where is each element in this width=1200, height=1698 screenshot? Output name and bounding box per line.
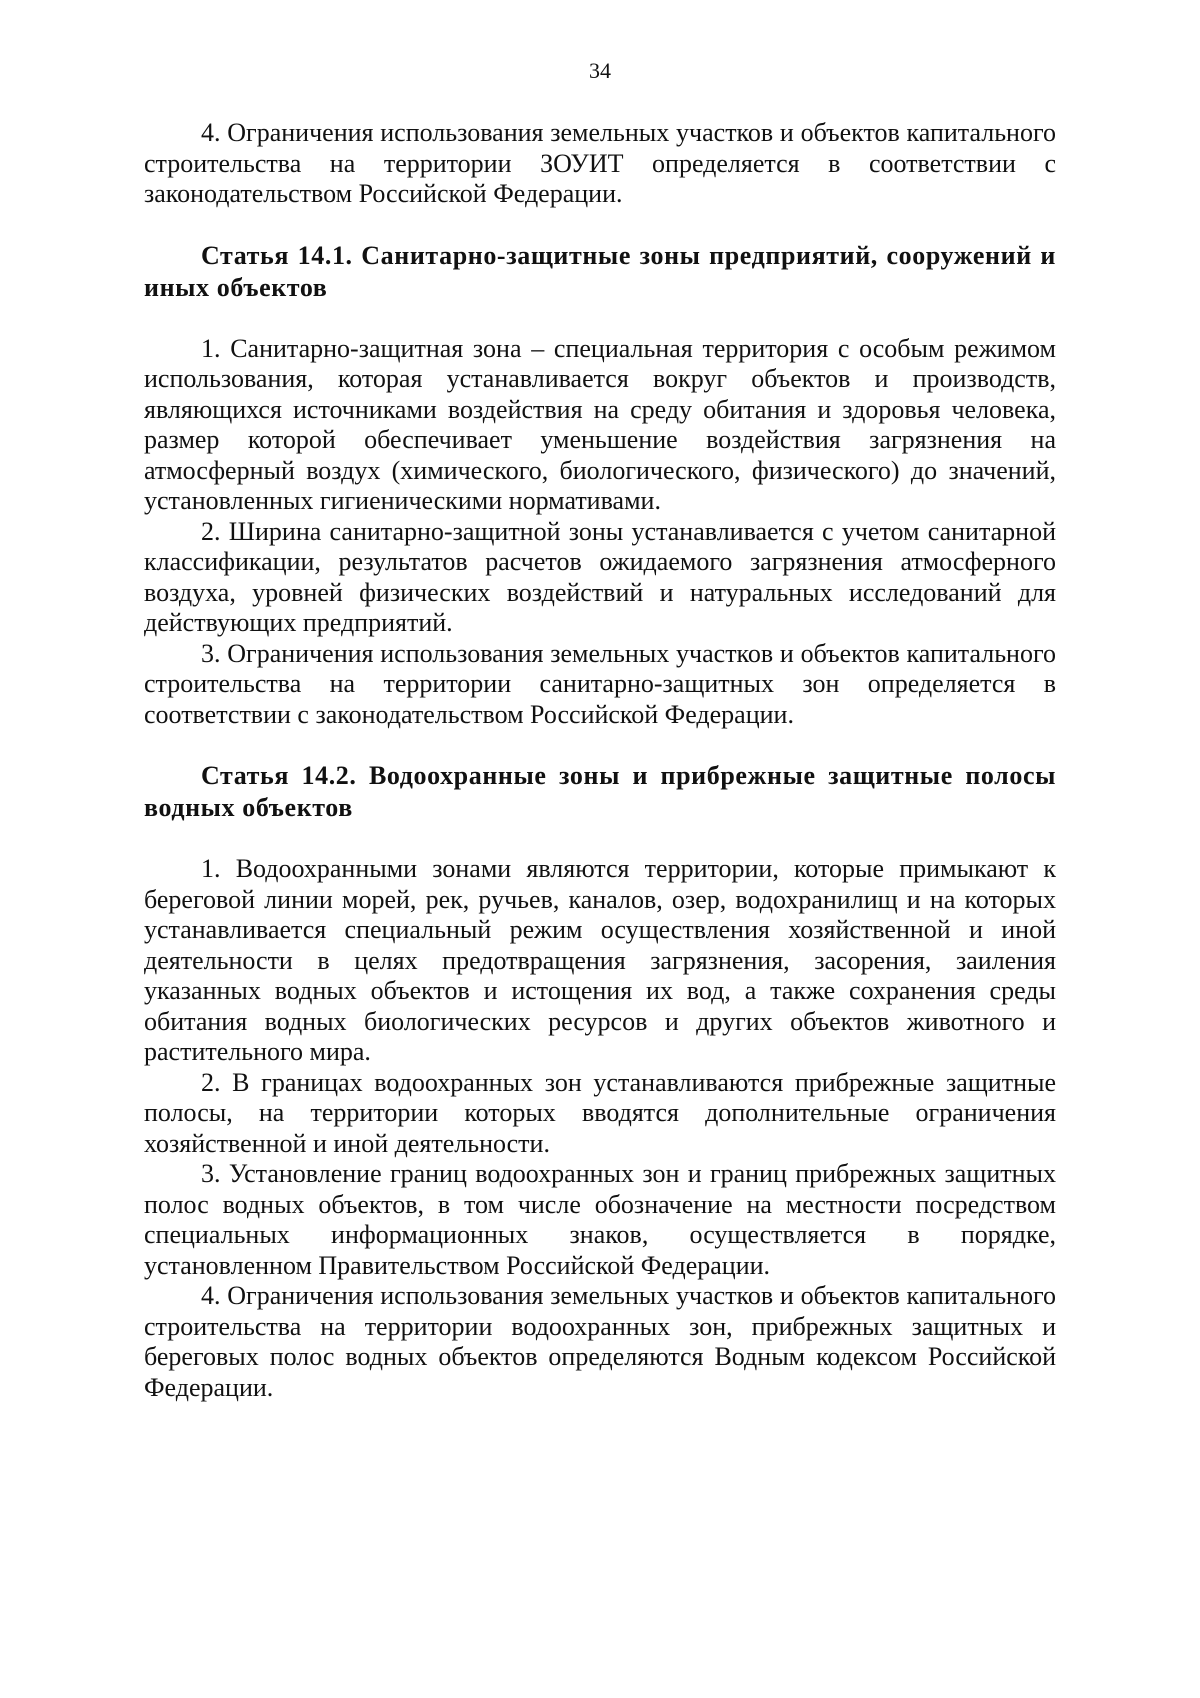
page-number: 34 [589, 58, 611, 83]
article-14-1-heading: Статья 14.1. Санитарно-защитные зоны предприятий, сооружений и иных объектов [144, 240, 1056, 302]
article-14-2-heading: Статья 14.2. Водоохранные зоны и прибрежные защитные полосы водных объектов [144, 761, 1056, 822]
article-14-2-paragraph-3: 3. Установление границ водоохранных зон и границ прибрежных защитных полос водных объектов, в том числе обозначение на местности посредством специальных информационных знаков, осуществляется в порядке, установленном Правительством Российской Федерации. [144, 1159, 1056, 1280]
document-body [144, 118, 1056, 1403]
article-14-2-paragraph-4: 4. Ограничения использования земельных участков и объектов капитального строительства на территории водоохранных зон, прибрежных защитных и береговых полос водных объектов определяются Водным кодексом Российской Федерации. [144, 1281, 1056, 1402]
article-14-2-paragraph-1: 1. Водоохранными зонами являются территории, которые примыкают к береговой линии морей, рек, ручьев, каналов, озер, водохранилищ и на которых устанавливается специальный режим осуществления хозяйственной и иной деятельности в целях предотвращения загрязнения, засорения, заиления указанных водных объектов и истощения их вод, а также сохранения среды обитания водных биологических ресурсов и других объектов животного и растительного мира. [144, 854, 1056, 1066]
intro-paragraph-4: 4. Ограничения использования земельных участков и объектов капитального строительства на территории ЗОУИТ определяется в соответствии с законодательством Российской Федерации. [144, 118, 1056, 208]
article-14-1-paragraph-3: 3. Ограничения использования земельных участков и объектов капитального строительства на территории санитарно-защитных зон определяется в соответствии с законодательством Российской Федерации. [144, 638, 1056, 729]
article-14-2-body [144, 854, 1056, 1403]
article-14-1-body [144, 334, 1056, 731]
article-14-2-paragraph-2: 2. В границах водоохранных зон устанавливаются прибрежные защитные полосы, на территории которых вводятся дополнительные ограничения хозяйственной и иной деятельности. [144, 1067, 1056, 1158]
article-14-1-paragraph-2: 2. Ширина санитарно-защитной зоны устанавливается с учетом санитарной классификации, результатов расчетов ожидаемого загрязнения атмосферного воздуха, уровней физических воздействий и натуральных исследований для действующих предприятий. [144, 516, 1056, 637]
article-14-1-paragraph-1: 1. Санитарно-защитная зона – специальная территория с особым режимом использования, которая устанавливается вокруг объектов и производств, являющихся источниками воздействия на среду обитания и здоровья человека, размер которой обеспечивает уменьшение воздействия загрязнения на атмосферный воздух (химического, биологического, физического) до значений, установленных гигиеническими нормативами. [144, 333, 1056, 515]
